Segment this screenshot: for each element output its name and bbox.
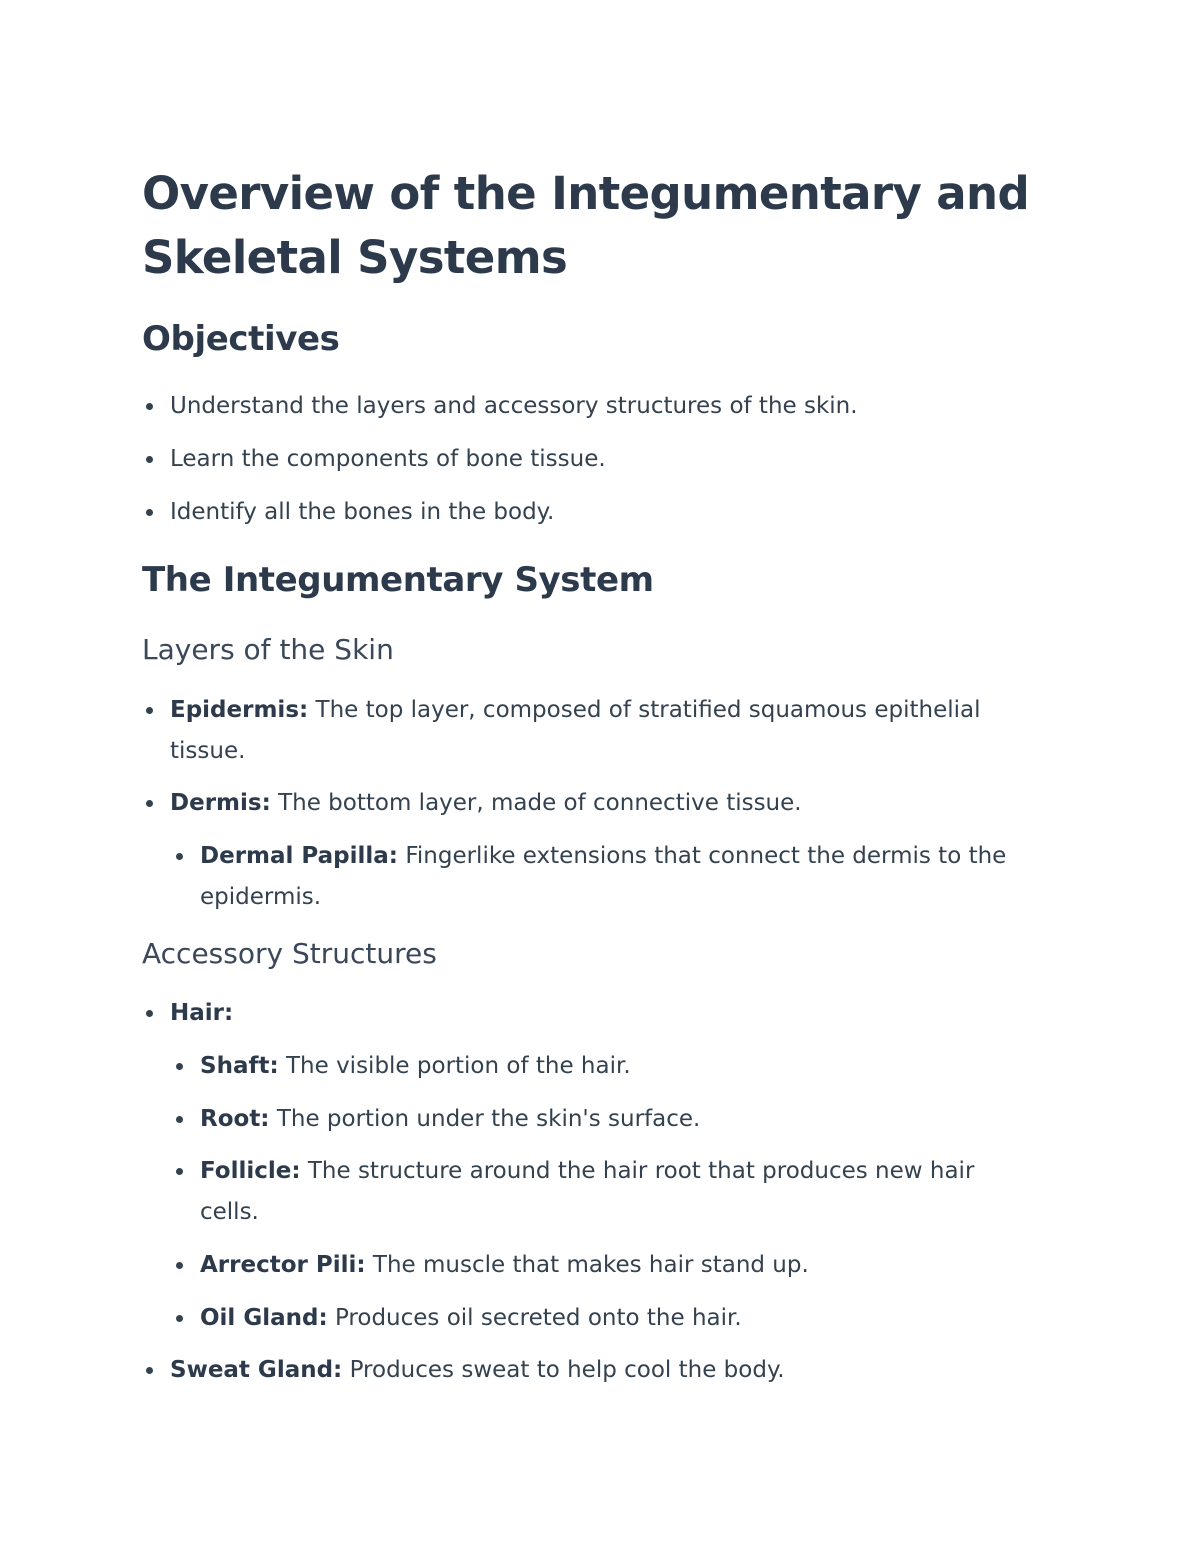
term-description: Fingerlike extensions that connect the dermis to the epidermis. (200, 843, 1007, 910)
term-description: The structure around the hair root that produces new hair cells. (200, 1158, 975, 1225)
term-description: The muscle that makes hair stand up. (365, 1252, 809, 1278)
list-item (200, 1298, 1040, 1339)
term-description: The portion under the skin's surface. (269, 1106, 701, 1132)
term-label: Arrector Pili: (200, 1252, 366, 1278)
list-item (170, 993, 1030, 1034)
term-label: Root: (200, 1106, 270, 1132)
list-item: Understand the layers and accessory structures of the skin. (170, 386, 1030, 427)
list-item (200, 1046, 1040, 1087)
document-title: Overview of the Integumentary and Skeletal Systems (142, 167, 1030, 284)
term-description: Produces sweat to help cool the body. (342, 1357, 785, 1383)
term-label: Dermis: (170, 790, 271, 816)
term-label: Shaft: (200, 1053, 279, 1079)
list-item (200, 836, 1040, 918)
term-label: Oil Gland: (200, 1305, 328, 1331)
term-description: Produces oil secreted onto the hair. (327, 1305, 742, 1331)
term-label: Sweat Gland: (170, 1357, 343, 1383)
term-label: Epidermis: (170, 697, 309, 723)
layers-heading: Layers of the Skin (142, 633, 394, 666)
list-item (200, 1245, 1040, 1286)
integumentary-heading: The Integumentary System (142, 560, 654, 600)
list-item (170, 783, 1030, 824)
term-label: Dermal Papilla: (200, 843, 399, 869)
objectives-heading: Objectives (142, 319, 340, 359)
term-description: The top layer, composed of stratified squamous epithelial tissue. (170, 697, 981, 764)
term-description: The bottom layer, made of connective tissue. (270, 790, 802, 816)
list-item (170, 1350, 1030, 1391)
list-item (200, 1151, 1040, 1233)
list-item (170, 690, 1030, 772)
accessory-heading: Accessory Structures (142, 937, 437, 970)
list-item (200, 1099, 1040, 1140)
term-label: Hair: (170, 1000, 234, 1026)
term-description: The visible portion of the hair. (278, 1053, 631, 1079)
list-item: Learn the components of bone tissue. (170, 439, 1030, 480)
list-item: Identify all the bones in the body. (170, 492, 1030, 533)
term-label: Follicle: (200, 1158, 301, 1184)
